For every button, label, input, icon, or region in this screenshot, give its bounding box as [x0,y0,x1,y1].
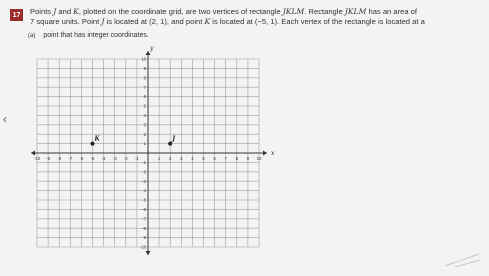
y-tick-label: 1 [143,141,146,147]
var-k-2: K [204,17,211,26]
y-tick-label: 10 [141,56,146,62]
point-label-j: J [172,135,176,143]
question-number-badge: 17 [10,9,23,21]
y-tick-label: -8 [142,225,146,231]
x-tick-label: 5 [202,156,205,161]
y-tick-label: -10 [139,244,146,250]
x-tick-label: 1 [157,156,161,161]
y-axis-label: y [150,45,154,52]
x-tick-label: -1 [134,156,139,161]
y-axis-arrow-down [146,251,151,255]
corner-decoration [443,250,481,268]
part-label: (a) [28,33,36,39]
x-tick-label: -6 [79,156,84,161]
point-label-k: K [94,135,100,143]
y-tick-label: 5 [143,103,146,109]
coord-j: (2, 1) [149,17,167,26]
y-tick-label: 4 [143,113,146,118]
x-axis-arrow-left [31,151,35,156]
x-tick-label: -4 [101,156,106,161]
part-text: point that has integer coordinates. [43,32,149,39]
x-tick-label: -3 [112,156,117,161]
y-tick-label: 7 [143,84,146,90]
x-tick-label: -5 [90,156,95,161]
y-tick-label: -3 [142,178,146,184]
question-line-2: 7 square units. Point J is located at (2, 1), and point K is located at (−5, 1). Each vertex of the rectangle is located at a [30,17,425,26]
x-tick-label: 6 [213,156,216,161]
coord-k: (−5, 1) [254,17,278,26]
x-tick-label: 7 [224,156,227,161]
x-tick-label: -8 [57,156,62,161]
y-tick-label: 6 [143,94,146,100]
var-k: K [73,7,79,16]
rect-name: JKLM [282,7,305,16]
x-tick-label: -7 [68,156,73,161]
x-tick-label: -9 [46,156,51,161]
y-tick-label: 2 [143,131,146,137]
rect-name-2: JKLM [344,7,367,16]
y-tick-label: -5 [142,197,146,203]
x-axis-arrow-right [263,151,267,156]
chevron-left-icon[interactable]: ‹ [3,112,7,126]
var-j-2: J [101,17,105,26]
y-tick-label: -9 [142,235,146,241]
question-line-1: Points J and K, plotted on the coordinate grid, are two vertices of rectangle JKLM. Rectangle JKLM has an area of [30,7,418,16]
y-tick-label: -6 [142,207,146,212]
x-tick-label: -10 [33,156,41,161]
x-tick-label: 3 [180,156,183,161]
y-tick-label: 8 [143,75,146,81]
x-tick-label: 8 [235,156,238,161]
x-tick-label: -2 [123,156,128,161]
y-tick-label: -1 [142,160,146,165]
x-axis-label: x [271,150,275,157]
x-tick-label: 2 [169,156,172,161]
y-tick-label: 3 [143,122,146,128]
y-tick-label: -4 [142,188,146,194]
y-tick-label: -2 [142,169,146,175]
y-tick-label: -7 [142,216,146,222]
x-tick-label: 4 [191,156,194,161]
var-j: J [53,7,57,16]
x-tick-label: 10 [256,156,262,161]
y-tick-label: 9 [143,66,146,71]
x-tick-label: 9 [246,156,250,161]
